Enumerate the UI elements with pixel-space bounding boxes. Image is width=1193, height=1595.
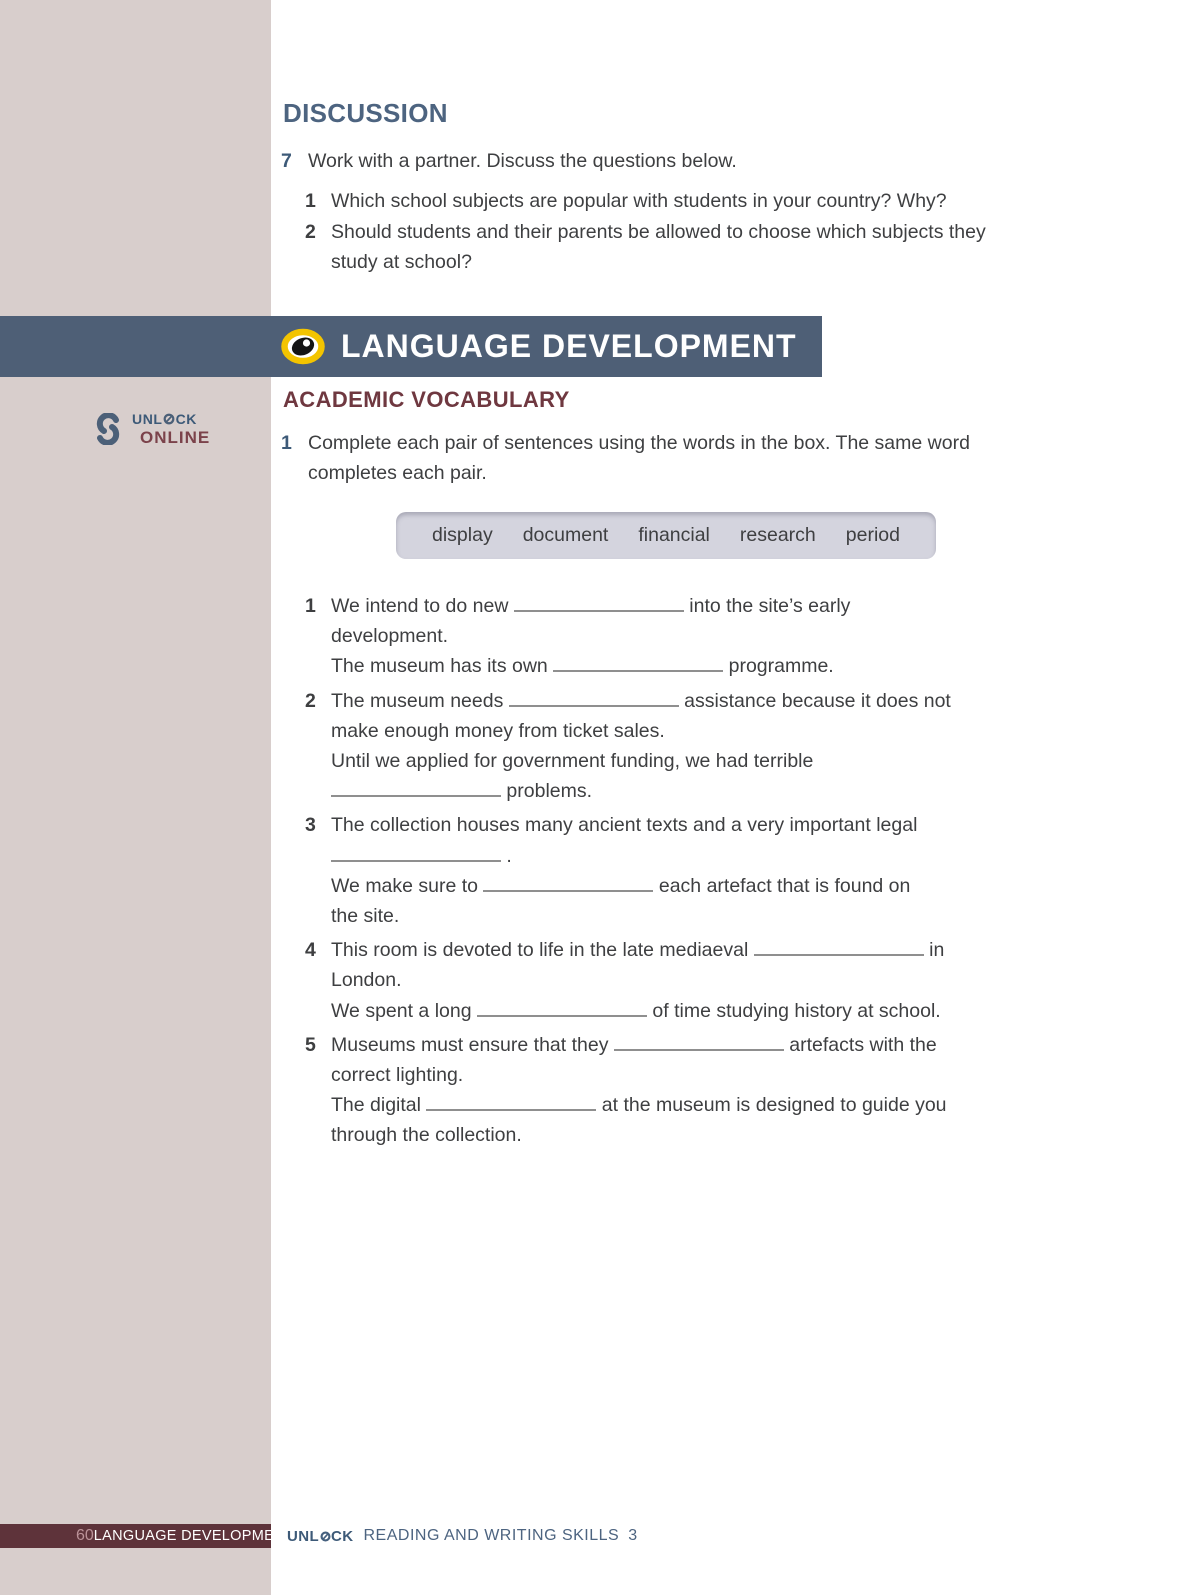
sentence-text: the site. <box>331 905 400 928</box>
unlock-online-badge <box>90 412 210 446</box>
vocab-item <box>305 686 1045 807</box>
page-number: 60 <box>76 1527 94 1544</box>
chain-link-icon <box>90 413 126 445</box>
fill-in-blank <box>426 1094 596 1111</box>
footer-section-bar <box>0 1524 294 1548</box>
question-number: 2 <box>305 220 316 243</box>
unlock-wordmark-post: CK <box>175 411 197 427</box>
brand-wordmark-pre: UNL <box>287 1527 320 1545</box>
sentence-text: The museum has its own <box>331 655 554 678</box>
sentence-text: problems. <box>501 780 593 803</box>
vocab-item-number: 5 <box>305 1033 316 1056</box>
word-box-item: document <box>522 524 609 546</box>
fill-in-blank <box>483 875 653 892</box>
sentence-text: each artefact that is found on <box>653 874 911 897</box>
sentence-text: We intend to do new <box>331 595 514 617</box>
sentence-text: development. <box>331 625 449 648</box>
fill-in-blank <box>754 939 924 956</box>
word-box-item: research <box>739 524 816 546</box>
fill-in-blank <box>331 780 501 797</box>
fill-in-blank <box>614 1034 784 1051</box>
vocab-item <box>305 591 1045 682</box>
word-box <box>396 512 936 559</box>
sentence-line <box>331 776 1045 806</box>
sentence-line <box>331 841 1045 871</box>
sentence-line <box>331 1060 1045 1090</box>
sentence-text: London. <box>331 969 402 992</box>
banner-title: LANGUAGE DEVELOPMENT <box>341 328 797 364</box>
sentence-text: into the site’s early <box>683 595 851 617</box>
sentence-text: at the museum is designed to guide you <box>596 1094 947 1117</box>
vocab-item-number: 3 <box>305 814 316 837</box>
vocab-item-lines <box>331 1030 1045 1151</box>
left-margin-band <box>0 0 271 1595</box>
sentence-line <box>331 621 1045 651</box>
exercise-instruction: Work with a partner. Discuss the questions below. <box>308 150 737 172</box>
sentence-text: correct lighting. <box>331 1064 464 1087</box>
book-title: READING AND WRITING SKILLS <box>363 1527 620 1544</box>
sentence-line <box>331 651 1045 681</box>
sentence-text: assistance because it does not <box>678 689 951 712</box>
fill-in-blank <box>514 595 684 612</box>
sentence-line <box>331 591 1045 621</box>
vocab-item-lines <box>331 591 1045 682</box>
discussion-question <box>305 217 1005 278</box>
unlock-brand-wordmark <box>287 1528 354 1545</box>
sentence-line <box>331 810 1045 840</box>
sentence-line <box>331 1090 1045 1120</box>
question-text: Should students and their parents be allowed to choose which subjects they study at school? <box>331 220 986 273</box>
sentence-line <box>331 965 1045 995</box>
fill-in-blank <box>509 690 679 707</box>
word-box-item: financial <box>638 524 710 546</box>
unlock-online-text <box>132 412 210 446</box>
word-box-item: period <box>845 524 900 546</box>
sentence-line <box>331 746 1045 776</box>
sentence-line <box>331 935 1045 965</box>
sentence-line <box>331 686 1045 716</box>
discussion-heading: DISCUSSION <box>283 98 448 128</box>
book-level: 3 <box>628 1527 638 1544</box>
sentence-text: We spent a long <box>331 999 477 1022</box>
sentence-text: programme. <box>723 655 834 678</box>
sentence-text: make enough money from ticket sales. <box>331 719 665 742</box>
vocab-item <box>305 935 1045 1026</box>
vocabulary-exercise <box>281 428 980 488</box>
exercise-number: 7 <box>281 150 292 172</box>
sentence-line <box>331 901 1045 931</box>
sentence-text: Museums must ensure that they <box>331 1033 614 1056</box>
sentence-text: through the collection. <box>331 1124 522 1147</box>
sentence-text: of time studying history at school. <box>646 999 941 1022</box>
unlock-wordmark-pre: UNL <box>132 411 163 427</box>
vocab-item <box>305 1030 1045 1151</box>
keyhole-o-icon <box>163 413 175 425</box>
fill-in-blank <box>331 845 501 862</box>
footer-section-label: LANGUAGE DEVELOPMENT <box>93 1528 294 1544</box>
eye-icon <box>281 328 325 365</box>
unlock-wordmark <box>132 412 210 426</box>
sentence-text: Until we applied for government funding, we had terrible <box>331 750 814 773</box>
vocab-item <box>305 810 1045 931</box>
vocab-item-number: 2 <box>305 689 316 712</box>
exercise-instruction: Complete each pair of sentences using the words in the box. The same word completes each pair. <box>308 432 970 484</box>
language-development-banner <box>0 316 822 377</box>
sentence-line <box>331 1120 1045 1150</box>
sentence-text: in <box>923 939 945 962</box>
vocab-item-number: 4 <box>305 939 316 962</box>
vocab-item-lines <box>331 686 1045 807</box>
question-text: Which school subjects are popular with students in your country? Why? <box>331 190 947 212</box>
sentence-text: artefacts with the <box>783 1033 937 1056</box>
sentence-text: This room is devoted to life in the late mediaeval <box>331 939 754 962</box>
discussion-question-list <box>305 186 1005 278</box>
footer-brand <box>287 1525 637 1547</box>
keyhole-o-icon <box>320 1531 331 1542</box>
brand-wordmark-post: CK <box>331 1527 354 1545</box>
sentence-line <box>331 1030 1045 1060</box>
question-number: 1 <box>305 190 316 212</box>
sentence-line <box>331 996 1045 1026</box>
exercise-number: 1 <box>281 432 292 454</box>
discussion-question <box>305 186 1005 217</box>
sentence-text: . <box>501 844 512 867</box>
fill-in-blank <box>477 1000 647 1017</box>
sentence-line <box>331 716 1045 746</box>
vocab-item-lines <box>331 935 1045 1026</box>
vocab-item-number: 1 <box>305 595 316 617</box>
vocabulary-item-list <box>305 591 1045 1155</box>
sentence-text: The collection houses many ancient texts and a very important legal <box>331 814 918 837</box>
online-label: ONLINE <box>140 428 211 447</box>
discussion-exercise <box>281 146 993 176</box>
sentence-text: The digital <box>331 1094 427 1117</box>
sentence-text: We make sure to <box>331 874 484 897</box>
sentence-text: The museum needs <box>331 689 509 712</box>
sentence-line <box>331 871 1045 901</box>
word-box-item: display <box>432 524 493 546</box>
academic-vocabulary-heading: ACADEMIC VOCABULARY <box>283 387 570 412</box>
vocab-item-lines <box>331 810 1045 931</box>
fill-in-blank <box>553 655 723 672</box>
